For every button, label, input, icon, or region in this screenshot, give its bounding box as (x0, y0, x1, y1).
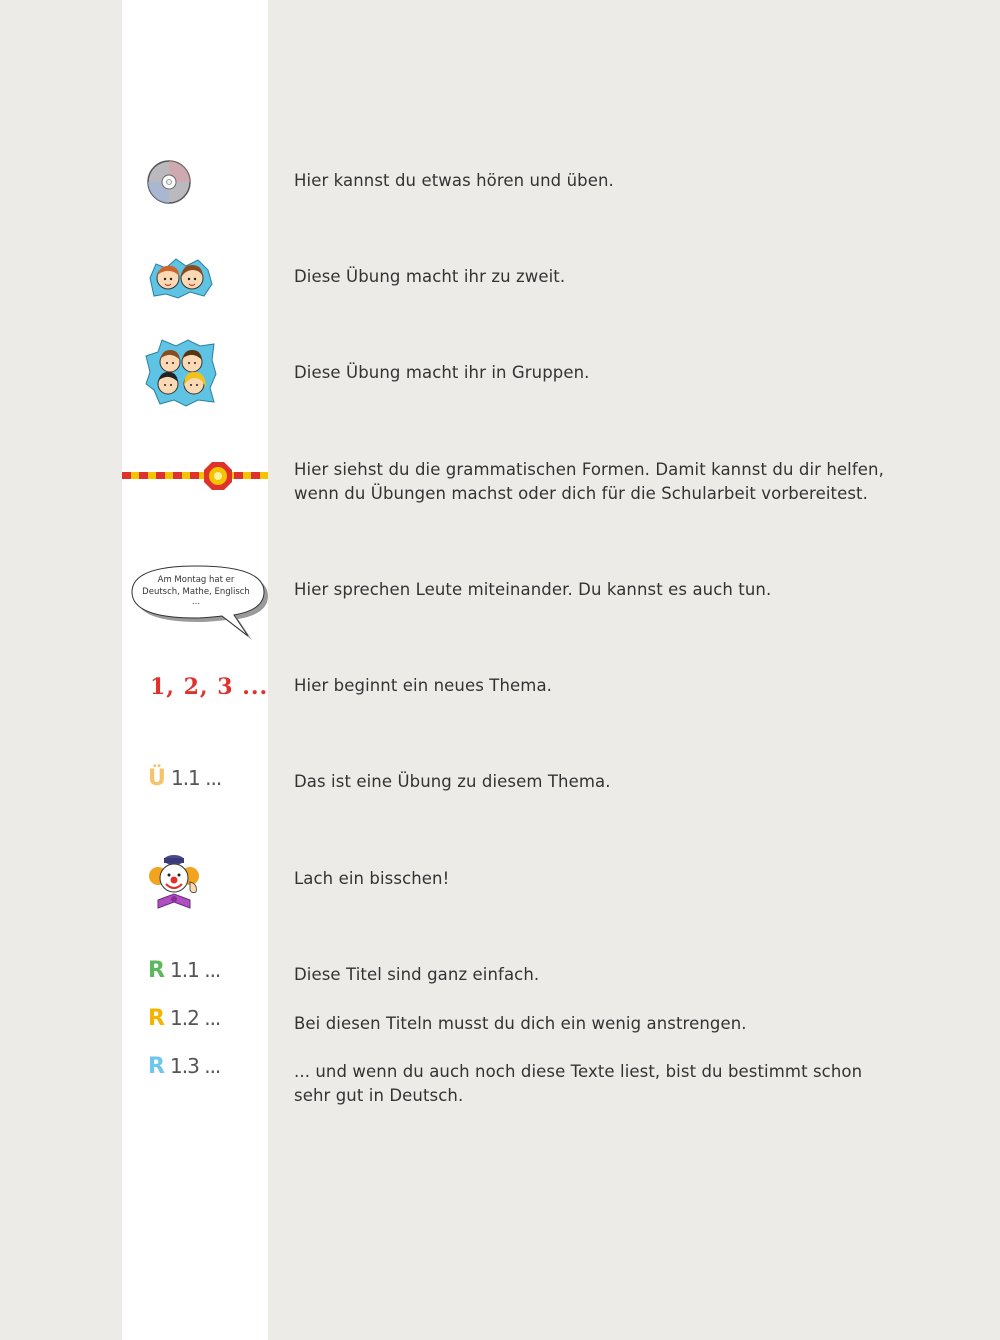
exercise-label (148, 766, 221, 791)
group-work-icon (144, 338, 218, 408)
topic-number-label: 1, 2, 3 ... (150, 674, 269, 700)
legend-text-grammar-1: Hier siehst du die grammatischen Formen. Damit kannst du dir helfen, (294, 460, 884, 479)
speech-bubble-line-1: Am Montag hat er (157, 575, 235, 585)
clown-icon (146, 852, 204, 910)
legend-text-reading-1: Diese Titel sind ganz einfach. (294, 965, 540, 984)
pair-work-icon (146, 256, 214, 300)
legend-text-exercise: Das ist eine Übung zu diesem Thema. (294, 772, 611, 791)
icon-strip (122, 0, 268, 1340)
legend-text-pair-work: Diese Übung macht ihr zu zweit. (294, 267, 566, 286)
exercise-number: 1.1 ... (170, 766, 222, 790)
reading-number-2: 1.2 ... (170, 1006, 221, 1030)
legend-text-topic: Hier beginnt ein neues Thema. (294, 676, 552, 695)
reading-number-1: 1.1 ... (170, 958, 221, 982)
legend-text-reading-3b: sehr gut in Deutsch. (294, 1086, 464, 1105)
speech-bubble-line-3: ... (191, 597, 201, 607)
speech-bubble-icon (126, 562, 272, 642)
legend-text-reading-3a: ... und wenn du auch noch diese Texte liest, bist du bestimmt schon (294, 1062, 863, 1081)
reading-level-3 (148, 1054, 220, 1079)
legend-text-dialogue: Hier sprechen Leute miteinander. Du kannst es auch tun. (294, 580, 772, 599)
legend-text-clown: Lach ein bisschen! (294, 869, 450, 888)
reading-letter-yellow: R (148, 1006, 165, 1031)
reading-level-2 (148, 1006, 220, 1031)
grammar-bar-icon (122, 460, 268, 492)
reading-number-3: 1.3 ... (170, 1054, 221, 1078)
legend-text-group-work: Diese Übung macht ihr in Gruppen. (294, 363, 590, 382)
cd-icon (146, 159, 192, 205)
reading-level-1 (148, 958, 220, 983)
reading-letter-green: R (148, 958, 165, 983)
legend-text-cd: Hier kannst du etwas hören und üben. (294, 171, 614, 190)
legend-text-grammar-2: wenn du Übungen machst oder dich für die Schularbeit vorbereitest. (294, 484, 868, 503)
reading-letter-blue: R (148, 1054, 165, 1079)
legend-text-reading-2: Bei diesen Titeln musst du dich ein wenig anstrengen. (294, 1014, 747, 1033)
exercise-letter: Ü (148, 766, 166, 791)
speech-bubble-line-2: Deutsch, Mathe, Englisch (142, 587, 250, 597)
